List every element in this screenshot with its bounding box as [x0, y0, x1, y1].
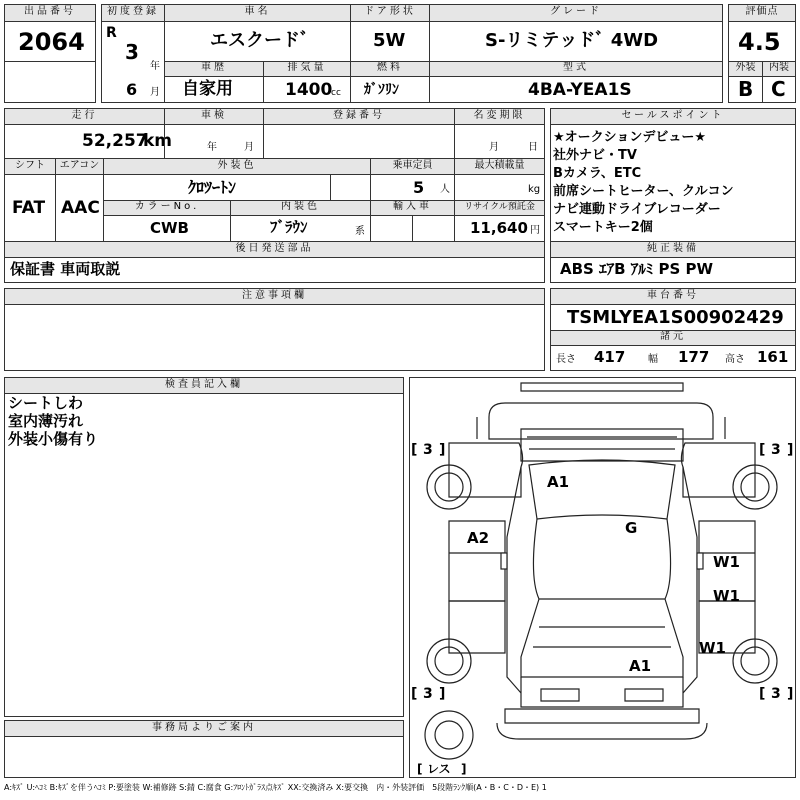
selling-point: ナビ連動ドライブレコーダー	[553, 202, 721, 217]
name-change-month-unit: 月	[489, 142, 499, 153]
displacement-unit: cc	[331, 88, 341, 98]
selling-point: ★オークションデビュー★	[553, 130, 707, 145]
selling-points-list	[553, 129, 734, 237]
interior-grade: C	[771, 77, 786, 101]
name-change-header: 名変期限	[454, 108, 545, 125]
recycle-fee: 11,640	[470, 219, 528, 237]
first-registration-header: 初度登録	[101, 4, 165, 22]
svg-text:]: ]	[439, 686, 446, 702]
ext-color-header: 外装色	[103, 158, 371, 175]
spare-tire	[425, 711, 473, 759]
registration-year: 3	[125, 40, 139, 64]
mileage-header: 走行	[4, 108, 165, 125]
shift: FAT	[12, 198, 46, 218]
selling-point: 社外ナビ・TV	[553, 148, 637, 163]
svg-text:[: [	[411, 442, 418, 458]
color-number: CWB	[150, 219, 189, 237]
damage-mark-roof: A1	[547, 473, 570, 491]
model-code: 4BA-YEA1S	[528, 80, 632, 100]
evaluation-score: 4.5	[738, 28, 781, 56]
inspection-header: 車検	[164, 108, 264, 125]
damage-legend: A:ｷｽﾞ U:ﾍｺﾐ B:ｷｽﾞを伴うﾍｺﾐ P:要塗装 W:補修跡 S:錆 C:腐食 G:ﾌﾛﾝﾄｶﾞﾗｽ点ｷｽﾞ XX:交換済み X:要交換 内・外装評価 5段階ﾗﾝｸ順(A・B・C・D・E) 1	[4, 783, 547, 792]
tire-tread-rl: 3	[423, 686, 433, 702]
selling-point: Bカメラ、ETC	[553, 166, 642, 181]
interior-color: ﾌﾞﾗｳﾝ	[270, 218, 308, 236]
later-parts: 保証書 車両取説	[10, 260, 121, 278]
equipment-header: 純正装備	[550, 241, 796, 258]
tire-tread-rr: 3	[771, 686, 781, 702]
width: 177	[678, 348, 710, 366]
caution-header: 注意事項欄	[4, 288, 545, 305]
ext-color-divider	[330, 174, 331, 201]
svg-text:]: ]	[787, 686, 794, 702]
inspection-year-unit: 年	[207, 142, 217, 153]
windshield-outline	[521, 429, 683, 461]
tire-tread-fr: 3	[771, 442, 781, 458]
color-no-header: カラーNo.	[103, 200, 231, 216]
month-unit: 月	[150, 87, 160, 98]
equipment: ABS ｴｱB ｱﾙﾐ PS PW	[560, 260, 714, 278]
selling-point: スマートキー2個	[553, 220, 653, 235]
year-unit: 年	[150, 61, 160, 72]
body-outline	[449, 443, 523, 497]
damage-mark-rear: A1	[629, 657, 652, 675]
height-label: 高さ	[725, 354, 745, 365]
exterior-grade: B	[738, 77, 754, 101]
car-name-header: 車名	[164, 4, 351, 22]
shift-header: シフト	[4, 158, 56, 175]
inspector-note: シートしわ	[8, 394, 84, 412]
door-header: ドア形状	[350, 4, 430, 22]
chassis-number: TSMLYEA1S00902429	[567, 307, 784, 328]
fuel-header: 燃料	[350, 61, 430, 77]
lot-number-header: 出品番号	[4, 4, 96, 22]
import-header: 輸入車	[370, 200, 455, 216]
office-cell	[4, 736, 404, 778]
width-label: 幅	[648, 354, 658, 365]
grade: S-リミテッドﾞ 4WD	[485, 30, 659, 51]
dims-header: 諸元	[550, 330, 796, 346]
inspector-note: 外装小傷有り	[8, 430, 99, 448]
damage-mark-left-door: A2	[467, 529, 490, 547]
length: 417	[594, 348, 626, 366]
plate-header: 登録番号	[263, 108, 455, 125]
car-name: エスクードﾞ	[210, 30, 309, 51]
damage-mark-glass: G	[625, 519, 638, 537]
model-header: 型式	[429, 61, 723, 77]
damage-mark-right-rear-quarter: W1	[699, 639, 726, 657]
plate-cell	[263, 124, 455, 159]
int-color-header: 内装色	[230, 200, 371, 216]
damage-mark-right-front-door: W1	[713, 553, 740, 571]
inspection-month-unit: 月	[244, 142, 254, 153]
interior-color-suffix: 系	[355, 226, 365, 237]
import-divider	[412, 215, 413, 242]
office-header: 事務局よりご案内	[4, 720, 404, 737]
exterior-grade-header: 外装	[728, 61, 763, 77]
grade-header: グレード	[429, 4, 723, 22]
exterior-color: ｸﾛﾂｰﾄﾝ	[188, 178, 237, 197]
selling-point: 前席シートヒーター、クルコン	[553, 184, 734, 199]
svg-text:[: [	[411, 686, 418, 702]
load-header: 最大積載量	[454, 158, 545, 175]
load-unit: kg	[528, 184, 541, 195]
displacement: 1400	[285, 80, 333, 100]
era: R	[106, 25, 117, 41]
displacement-header: 排気量	[263, 61, 351, 77]
recycle-unit: 円	[530, 225, 540, 236]
height: 161	[757, 348, 789, 366]
lot-number-lower-cell	[4, 61, 96, 103]
air-conditioner: AAC	[61, 198, 100, 218]
inspector-header: 検査員記入欄	[4, 377, 404, 394]
name-change-day-unit: 日	[528, 142, 538, 153]
mileage: 52,257	[82, 131, 148, 151]
door-type: 5W	[373, 30, 406, 51]
history: 自家用	[182, 79, 233, 99]
capacity: 5	[413, 178, 425, 197]
registration-month: 6	[126, 80, 138, 99]
caution-cell	[4, 304, 545, 371]
rear-bumper-outline	[505, 709, 699, 723]
car-diagram	[409, 377, 796, 778]
capacity-unit: 人	[440, 184, 450, 195]
svg-text:]: ]	[439, 442, 446, 458]
svg-text:]: ]	[787, 442, 794, 458]
front-roof-outline	[521, 383, 683, 391]
later-parts-header: 後日発送部品	[4, 241, 545, 258]
inspector-notes	[8, 394, 98, 448]
ac-header: エアコン	[55, 158, 104, 175]
fuel: ｶﾞｿﾘﾝ	[364, 82, 399, 98]
capacity-header: 乗車定員	[370, 158, 455, 175]
interior-grade-header: 内装	[762, 61, 796, 77]
front-bumper-outline	[489, 403, 713, 439]
spare-tire-status: レス	[427, 762, 451, 776]
tire-tread-fl: 3	[423, 442, 433, 458]
svg-text:[: [	[759, 686, 766, 702]
recycle-header: リサイクル預託金	[454, 200, 545, 216]
score-header: 評価点	[728, 4, 796, 22]
rear-window-outline	[521, 599, 683, 677]
history-header: 車歴	[164, 61, 264, 77]
chassis-header: 車台番号	[550, 288, 796, 305]
svg-text:[: [	[759, 442, 766, 458]
selling-points-header: セールスポイント	[550, 108, 796, 125]
mileage-unit: km	[143, 131, 173, 151]
svg-text:]: ]	[461, 762, 467, 776]
length-label: 長さ	[556, 354, 576, 365]
lot-number: 2064	[18, 28, 85, 56]
inspector-note: 室内薄汚れ	[8, 412, 84, 430]
damage-mark-right-rear-door: W1	[713, 587, 740, 605]
svg-text:[: [	[417, 762, 423, 776]
